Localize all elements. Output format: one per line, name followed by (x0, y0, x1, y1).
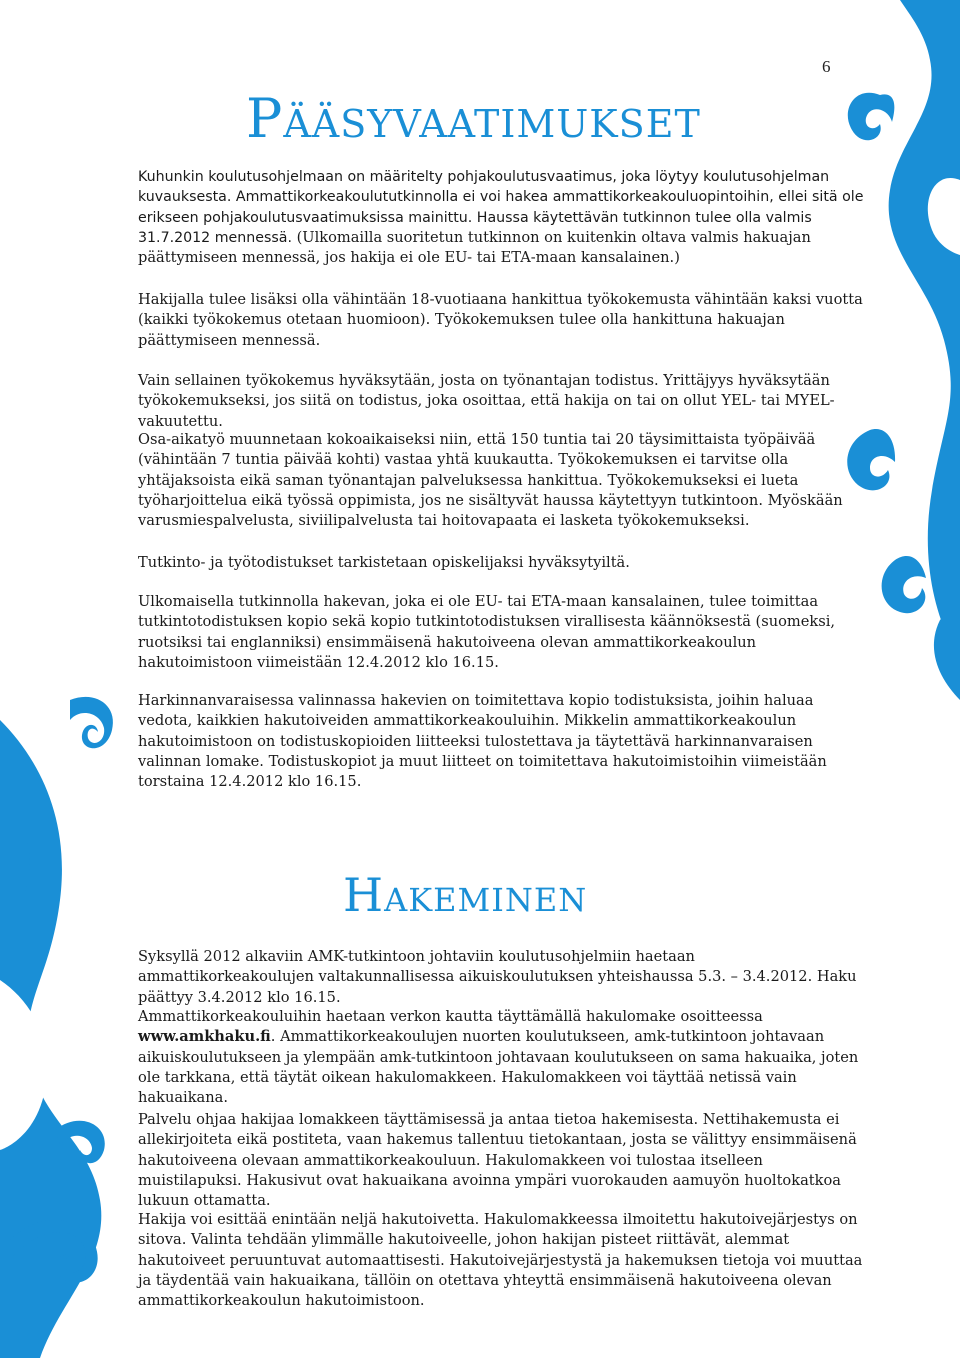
paragraph-service-guidance: Palvelu ohjaa hakijaa lomakkeen täyttämisessä ja antaa tietoa hakemisesta. Nettihakemusta ei allekirjoiteta eikä postiteta, vaan hakemus tallentuu tietokantaan, josta se välittyy ensimmäisenä hakutoiveena olevaan ammattikorkeakouluun. Hakulomakkeen voi tulostaa itselleen muistilapuksi. Hakusivut ovat hakuaikana avoinna ympäri vuorokauden aamuyön huoltokatkoa lukuun ottamatta. (138, 1111, 857, 1210)
paragraph-application-period: Syksyllä 2012 alkaviin AMK-tutkintoon johtaviin koulutusohjelmiin haetaan ammattikorkeakoulujen valtakunnallisessa aikuiskoulutuksen yhteishaussa 5.3. – 3.4.2012. Haku päättyy 3.4.2012 klo 16.15. (138, 948, 857, 1006)
amkhaku-link[interactable]: www.amkhaku.fi (138, 1028, 271, 1046)
section-title-paasyvaatimukset: Pääsyvaatimukset (246, 87, 701, 150)
paragraph-discretionary: Harkinnanvaraisessa valinnassa hakevien on toimitettava kopio todistuksista, joihin haluaa vedota, kaikkien hakutoiveiden ammattikorkeakouluihin. Mikkelin ammattikorkeakoulun hakutoimistoon on todistuskopioiden liitteeksi tulostettava ja täytettävä harkinnanvaraisen valinnan lomake. Todistuskopiot ja muut liitteet on toimitettava hakutoimistoihin viimeistään torstaina 12.4.2012 klo 16.15. (138, 692, 827, 791)
section-title-hakeminen: Hakeminen (343, 868, 588, 922)
left-swirl-ornament (0, 0, 130, 1358)
paragraph-online-application (138, 1007, 866, 1108)
paragraph-requirements-sans: Kuhunkin koulutusohjelmaan on määritelty pohjakoulutusvaatimus, joka löytyy koulutusohjelman kuvauksesta. Ammattikorkeakoulututkinnolla ei voi hakea ammattikorkeakouluopintoihin, ellei sitä ole erikseen pohjakoulutusvaatimuksissa mainittu. Haussa käytettävän tutkinnon tulee olla valmis 31.7.2012 mennessä. (138, 169, 864, 246)
paragraph-part-time: Osa-aikatyö muunnetaan kokoaikaiseksi niin, että 150 tuntia tai 20 täysimittaista työpäivää (vähintään 7 tuntia päivää kohti) vastaa yhtä kuukautta. Työkokemuksen ei tarvitse olla yhtäjaksoista eikä saman työnantajan palveluksessa hankittua. Työkokemukseksi ei lueta työharjoittelua eikä työssä oppimista, jos ne sisältyvät haussa käytettyyn tutkintoon. Myöskään varusmiespalvelusta, siviilipalvelusta tai hoitovapaata ei lasketa työkokemukseksi. (138, 431, 843, 530)
paragraph-online-application-end: . Ammattikorkeakoulujen nuorten koulutukseen, amk-tutkintoon johtavaan aikuiskoulutukseen ja ylempään amk-tutkintoon johtavaan koulutukseen on sama hakuaika, joten ole tarkkana, että täytät oikean hakulomakkeen. Hakulomakkeen voi täyttää netissä vain hakuaikana. (138, 1028, 859, 1107)
paragraph-online-application-start: Ammattikorkeakouluihin haetaan verkon kautta täyttämällä hakulomake osoitteessa (138, 1008, 763, 1025)
paragraph-foreign-degree: Ulkomaisella tutkinnolla hakevan, joka ei ole EU- tai ETA-maan kansalainen, tulee toimittaa tutkintotodistuksen kopio sekä kopio tutkintotodistuksen virallisesta käännöksestä (suomeksi, ruotsiksi tai englanniksi) ensimmäisenä hakutoiveena olevan ammattikorkeakoulun hakutoimistoon viimeistään 12.4.2012 klo 16.15. (138, 593, 836, 671)
paragraph-certificates-checked: Tutkinto- ja työtodistukset tarkistetaan opiskelijaksi hyväksytyiltä. (138, 554, 630, 571)
paragraph-work-experience: Hakijalla tulee lisäksi olla vähintään 18-vuotiaana hankittua työkokemusta vähintään kaksi vuotta (kaikki työkokemus otetaan huomioon). Työkokemuksen tulee olla hankittuna hakuajan päättymiseen mennessä. (138, 291, 863, 349)
paragraph-requirements (138, 167, 866, 268)
page-number: 6 (822, 57, 831, 76)
paragraph-requirements-note: (Ulkomailla suoritetun tutkinnon on kuitenkin oltava valmis hakuajan päättymiseen mennessä, jos hakija ei ole EU- tai ETA-maan kansalainen.) (138, 228, 811, 267)
paragraph-application-preferences: Hakija voi esittää enintään neljä hakutoivetta. Hakulomakkeessa ilmoitettu hakutoivejärjestys on sitova. Valinta tehdään ylimmälle hakutoiveelle, johon hakijan pisteet riittävät, alemmat hakutoiveet peruuntuvat automaattisesti. Hakutoivejärjestystä ja hakemuksen tietoja voi muuttaa ja täydentää vain hakuaikana, tällöin on otettava yhteyttä ensimmäisenä hakutoiveena olevan ammattikorkeakoulun hakutoimistoon. (138, 1211, 863, 1310)
paragraph-employer-certificate: Vain sellainen työkokemus hyväksytään, josta on työnantajan todistus. Yrittäjyys hyväksytään työkokemukseksi, jos siitä on todistus, joka osoittaa, että hakija on tai on ollut YEL- tai MYEL-vakuutettu. (138, 372, 835, 430)
